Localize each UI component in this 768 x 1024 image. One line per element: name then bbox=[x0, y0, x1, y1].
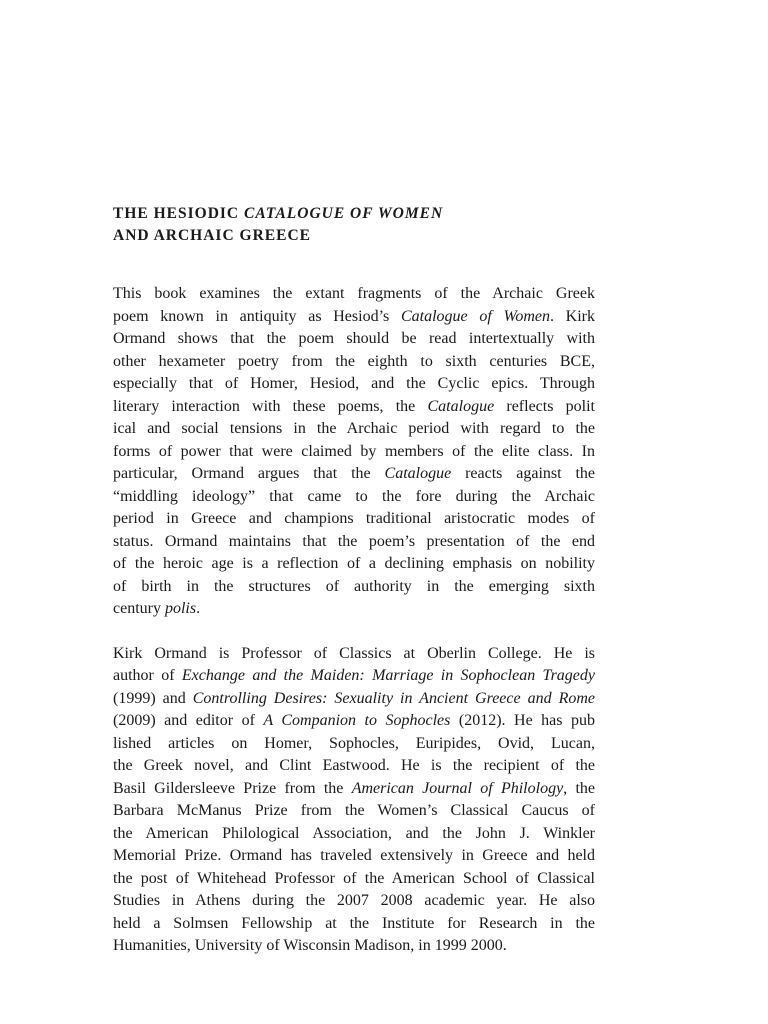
bio-line: the Greek novel, and Clint Eastwood. He is the recipient of the bbox=[113, 757, 595, 774]
author-biography bbox=[113, 643, 595, 958]
bio-italic-title: Controlling Desires: Sexuality in Ancient Greece and Rome bbox=[192, 689, 596, 707]
description-line: poem known in antiquity as Hesiod’s Catalogue of Women. Kirk bbox=[113, 307, 596, 325]
bio-italic-title: A Companion to Sophocles bbox=[263, 712, 451, 729]
book-title-line-2: AND ARCHAIC GREECE bbox=[113, 227, 311, 244]
description-line: ical and social tensions in the Archaic period with regard to the bbox=[113, 420, 595, 437]
description-line: Ormand shows that the poem should be read intertextually with bbox=[113, 330, 595, 347]
bio-line: the American Philological Association, and the John J. Winkler bbox=[113, 824, 595, 842]
bio-line: Basil Gildersleeve Prize from the American Journal of Philology, the bbox=[113, 779, 596, 797]
bio-line: (1999) and Controlling Desires: Sexuality in Ancient Greece and Rome bbox=[113, 689, 596, 707]
description-line: of birth in the structures of authority in the emerging sixth bbox=[113, 577, 595, 595]
description-line: particular, Ormand argues that the Catalogue reacts against the bbox=[113, 465, 596, 482]
book-front-matter-page bbox=[113, 203, 595, 958]
description-line: status. Ormand maintains that the poem’s presentation of the end bbox=[113, 532, 595, 550]
description-line: of the heroic age is a reflection of a declining emphasis on nobility bbox=[113, 555, 595, 572]
bio-line: lished articles on Homer, Sophocles, Euripides, Ovid, Lucan, bbox=[113, 734, 595, 752]
description-italic-title: Catalogue bbox=[384, 465, 452, 482]
book-title bbox=[113, 203, 595, 247]
description-line: century polis. bbox=[113, 600, 201, 617]
bio-line: Memorial Prize. Ormand has traveled extensively in Greece and held bbox=[113, 847, 595, 864]
bio-line: author of Exchange and the Maiden: Marriage in Sophoclean Tragedy bbox=[113, 667, 595, 684]
book-description bbox=[113, 283, 595, 621]
bio-line: Humanities, University of Wisconsin Madison, in 1999 2000. bbox=[113, 937, 507, 954]
bio-line: the post of Whitehead Professor of the American School of Classical bbox=[113, 869, 595, 887]
description-italic-title: Catalogue bbox=[427, 397, 495, 415]
book-title-italic: CATALOGUE OF WOMEN bbox=[244, 205, 444, 222]
bio-line: (2009) and editor of A Companion to Sophocles (2012). He has pub bbox=[113, 712, 596, 729]
description-line: especially that of Homer, Hesiod, and the Cyclic epics. Through bbox=[113, 375, 595, 392]
bio-italic-title: Exchange and the Maiden: Marriage in Sophoclean Tragedy bbox=[181, 667, 595, 684]
description-italic-title: polis bbox=[164, 600, 197, 617]
description-line: literary interaction with these poems, the Catalogue reflects polit bbox=[113, 397, 595, 415]
description-line: “middling ideology” that came to the fore during the Archaic bbox=[113, 487, 595, 505]
bio-line: Kirk Ormand is Professor of Classics at Oberlin College. He is bbox=[113, 644, 595, 662]
book-title-prefix: THE HESIODIC bbox=[113, 205, 245, 222]
bio-line: Studies in Athens during the 2007 2008 academic year. He also bbox=[113, 892, 595, 909]
description-italic-title: Catalogue of Women bbox=[400, 307, 550, 325]
bio-italic-title: American Journal of Philology bbox=[351, 779, 564, 797]
description-line: other hexameter poetry from the eighth to sixth centuries BCE, bbox=[113, 352, 595, 370]
description-line: period in Greece and champions traditional aristocratic modes of bbox=[113, 510, 595, 527]
book-title-line-1 bbox=[113, 203, 595, 225]
bio-line: held a Solmsen Fellowship at the Institute for Research in the bbox=[113, 914, 595, 932]
bio-line: Barbara McManus Prize from the Women’s Classical Caucus of bbox=[113, 802, 595, 819]
description-line: forms of power that were claimed by members of the elite class. In bbox=[113, 442, 595, 460]
description-line: This book examines the extant fragments of the Archaic Greek bbox=[113, 285, 595, 302]
